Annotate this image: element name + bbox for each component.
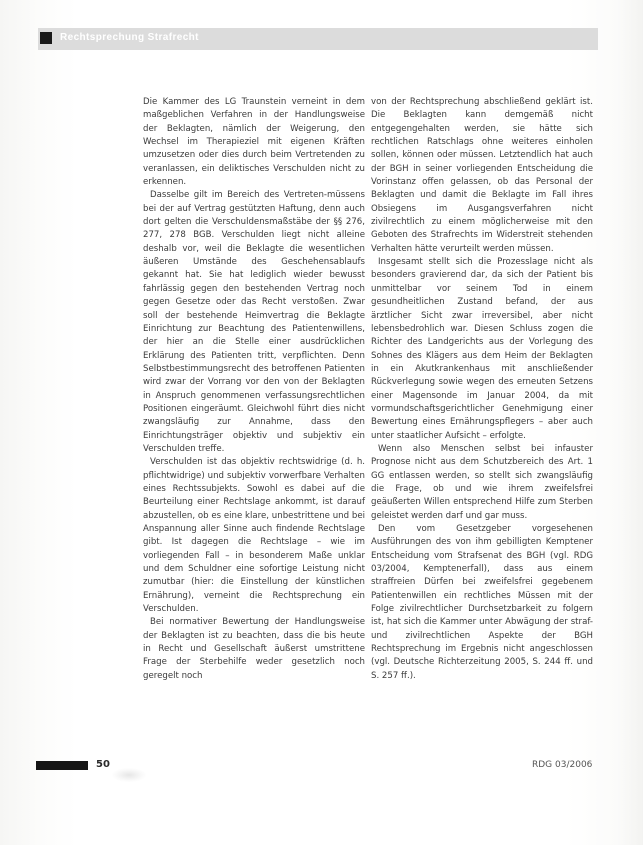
left-paragraph-2: Dasselbe gilt im Bereich des Vertreten-müssens bei der auf Vertrag gestützten Haftung, denn auch dort gelten die Verschuldensmaßstäbe der §§ 276, 277, 278 BGB. Verschulden liegt nicht alleine deshalb vor, weil die Beklagte die wesentlichen äußeren Umstände des Geschehensablaufs gekannt hat. Sie hat lediglich wieder bewusst fahrlässig gegen den bestehenden Vertrag noch gegen Gesetze oder das Recht verstoßen. Zwar soll der bestehende Heimvertrag die Beklagte Einrichtung zur Beachtung des Patientenwillens, der hier an die Stelle einer ausdrücklichen Erklärung des Patienten tritt, verpflichten. Denn Selbstbestimmungsrecht des betroffenen Patienten wird zwar der Vorrang vor den von der Beklagten in Anspruch genommenen verfassungsrechtlichen Positionen eingeräumt. Gleichwohl führt dies nicht zwangsläufig zur Annahme, dass den Einrichtungsträger objektiv und subjektiv ein Verschulden treffe. <box>143 190 365 454</box>
section-header-label: Rechtsprechung Strafrecht <box>60 32 199 43</box>
left-paragraph-4: Bei normativer Bewertung der Handlungsweise der Beklagten ist zu beachten, dass die bis heute in Recht und Gesellschaft äußerst umstrittene Frage der Sterbehilfe weder gesetzlich noch geregelt noch <box>143 617 365 681</box>
left-paragraph-1: Die Kammer des LG Traunstein verneint in dem maßgeblichen Verfahren in der Handlungsweise der Beklagten, nämlich der Weigerung, den Wechsel im Therapieziel mit eigenen Kräften umzusetzen oder dies durch beim Vertretenden zu veranlassen, ein deliktisches Verschulden nicht zu erkennen. <box>143 97 365 188</box>
right-paragraph-1: von der Rechtsprechung abschließend geklärt ist. Die Beklagten kann demgemäß nicht entgegengehalten werden, sie hätte sich rechtlichen Ratschlags ohne weiteres einholen sollen, können oder müssen. Letztendlich hat auch der BGH in seiner vorliegenden Entscheidung die Vorinstanz offen gelassen, ob das Personal der Beklagten und damit die Beklagte im Fall ihres Obsiegens im Ausgangsverfahren nicht zivilrechtlich zu einem möglicherweise mit den Geboten des Strafrechts im Widerstreit stehenden Verhalten hätte verurteilt werden müssen. <box>371 97 593 254</box>
left-paragraph-3: Verschulden ist das objektiv rechtswidrige (d. h. pflichtwidrige) und subjektiv vorwerfbare Verhalten eines Rechtssubjekts. Sowohl es dabei auf die Beurteilung einer Rechtslage ankommt, ist darauf abzustellen, ob es eine klare, unbestrittene und bei Anspannung aller Sinne auch findende Rechtslage gibt. Ist dagegen die Rechtslage – wie im vorliegenden Fall – in besonderem Maße unklar und dem Schuldner eine sofortige Leistung nicht zumutbar (hier: die Einstellung der künstlichen Ernährung), verneint die Rechtsprechung ein Verschulden. <box>143 457 365 615</box>
scan-smudge <box>112 768 146 782</box>
right-paragraph-2: Insgesamt stellt sich die Prozesslage nicht als besonders gravierend dar, da sich der Patient bis unmittelbar vor seinem Tod in einem gesundheitlichen Zustand befand, der aus ärztlicher Sicht zwar irreversibel, aber nicht lebensbedrohlich war. Diesen Schluss zogen die Richter des Landgerichts aus der Vorlegung des Sohnes des Klägers aus dem Heim der Beklagten in ein Akutkrankenhaus mit anschließender Rückverlegung sowie wegen des erneuten Setzens einer Magensonde im Januar 2004, da mit vormundschaftsgerichtlicher Genehmigung einer Bewertung eines Ernährungspflegers – aber auch unter staatlicher Aufsicht – erfolgte. <box>371 257 593 441</box>
issue-reference: RDG 03/2006 <box>532 760 593 770</box>
section-marker-square <box>40 32 52 44</box>
footer-black-bar <box>36 761 88 770</box>
right-paragraph-4: Den vom Gesetzgeber vorgesehenen Ausführungen des von ihm gebilligten Kemptener Entscheidung vom Strafsenat des BGH (vgl. RDG 03/2004, Kemptenerfall), dass aus einem straffreien Dürfen bei zweifelsfrei gegebenem Patientenwillen ein rechtliches Müssen mit der Folge zivilrechtlicher Durchsetzbarkeit zu folgern ist, hat sich die Kammer unter Abwägung der straf- und zivilrechtlichen Aspekte der BGH Rechtsprechung im Ergebnis nicht angeschlossen (vgl. Deutsche Richterzeitung 2005, S. 244 ff. und S. 257 ff.). <box>371 524 593 681</box>
right-paragraph-3: Wenn also Menschen selbst bei infauster Prognose nicht aus dem Schutzbereich des Art. 1 GG entlassen werden, so stellt sich zwangsläufig die Frage, ob und wie ihrem zweifelsfrei geäußerten Willen entsprechend Hilfe zum Sterben geleistet werden darf und gar muss. <box>371 443 593 521</box>
left-text-column <box>143 96 365 683</box>
page-number: 50 <box>96 759 110 770</box>
right-text-column <box>371 96 593 683</box>
